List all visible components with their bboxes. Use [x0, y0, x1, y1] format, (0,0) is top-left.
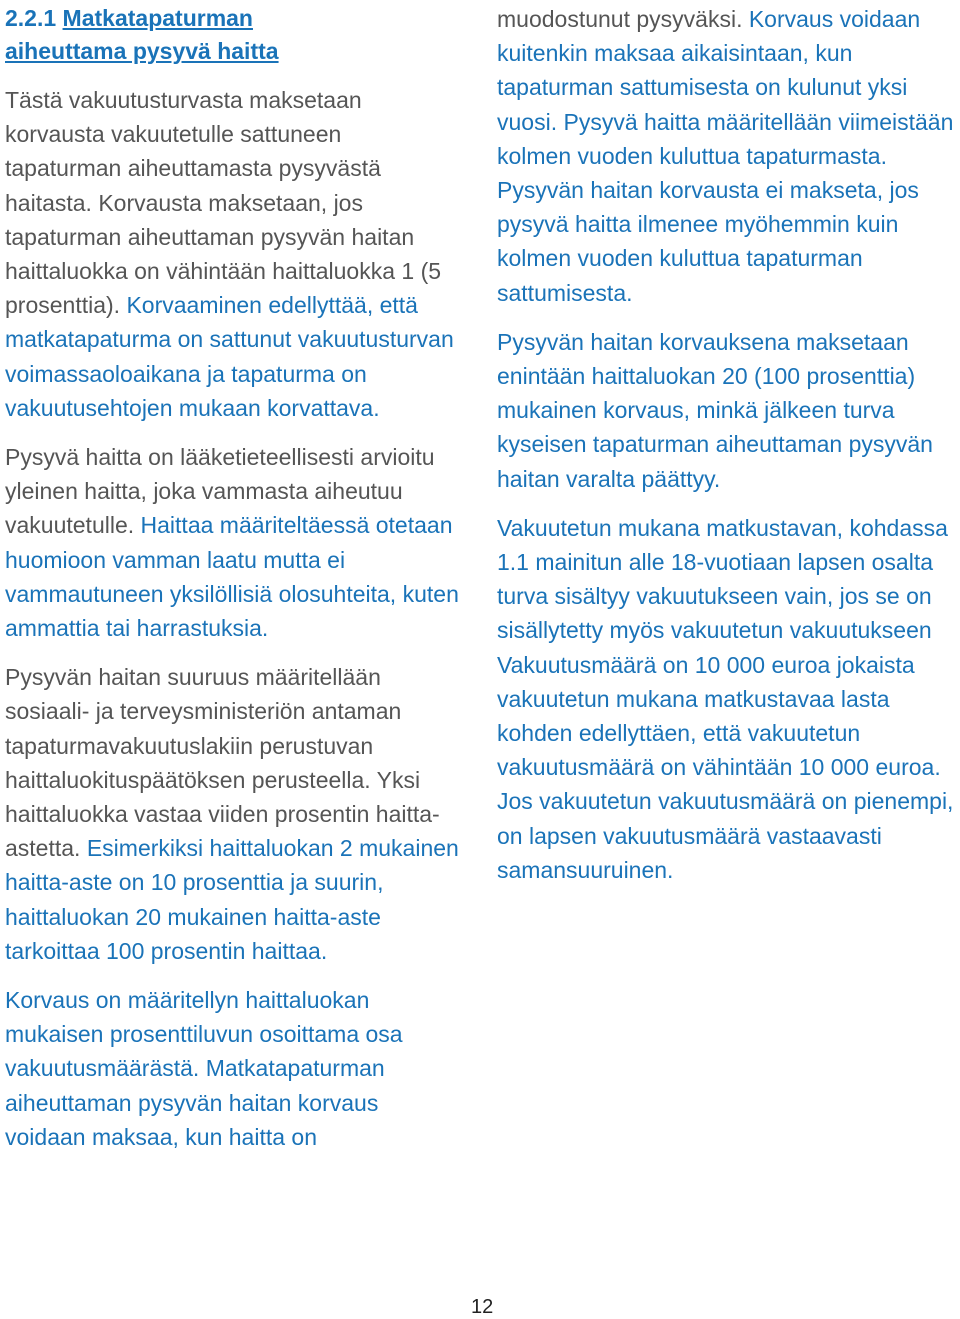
page-number: 12 [471, 1296, 494, 1318]
paragraph-2 [5, 440, 461, 645]
section-title-line-2: aiheuttama pysyvä haitta [5, 38, 279, 64]
heading-line-1 [5, 2, 461, 35]
paragraph-6: Pysyvän haitan korvauksena maksetaan enintään haittaluokan 20 (100 prosenttia) mukainen korvaus, minkä jälkeen turva kyseisen tapaturman aiheuttaman pysyvän haitan varalta päättyy. [497, 328, 933, 492]
paragraph-3-text-blue: Esimerkiksi haittaluokan 2 mukainen haitta-aste on 10 prosenttia ja suurin, haittaluokan 20 mukainen haitta-aste tarkoittaa 100 prosentin haittaa. [5, 835, 459, 964]
paragraph-5-text-blue: Korvaus voidaan kuitenkin maksaa aikaisintaan, kun tapaturman sattumisesta on kulunut yksi vuosi. Pysyvä haitta määritellään viimeistään kolmen vuoden kuluttua tapaturmasta. Pysyvän haitan korvausta ei makseta, jos pysyvä haitta ilmenee myöhemmin kuin kolmen vuoden kuluttua tapaturman sattumisesta. [497, 6, 954, 306]
paragraph-5-text-grey: muodostunut pysyväksi. [497, 6, 743, 32]
section-number: 2.2.1 [5, 5, 57, 31]
paragraph-1-text-blue: Korvaaminen edellyttää, että matkatapaturma on sattunut vakuutusturvan voimassaoloaikana ja tapaturma on vakuutusehtojen mukaan korvattava. [5, 292, 454, 421]
paragraph-1-text-grey: Tästä vakuutusturvasta maksetaan korvausta vakuutetulle sattuneen tapaturman aiheuttamasta pysyvästä haitasta. Korvausta maksetaan, jos tapaturman aiheuttaman pysyvän haitan haittaluokka on vähintään haittaluokka 1 (5 prosenttia). [5, 87, 442, 319]
paragraph-2-text-blue: Haittaa määriteltäessä otetaan huomioon vamman laatu mutta ei vammautuneen yksilöllisiä olosuhteita, kuten ammattia tai harrastuksia. [5, 512, 459, 642]
paragraph-5 [497, 2, 957, 310]
left-column [5, 2, 461, 1169]
paragraph-7: Vakuutetun mukana matkustavan, kohdassa 1.1 mainitun alle 18-vuotiaan lapsen osalta turva sisältyy vakuutukseen vain, jos se on sisällytetty myös vakuutetun vakuutukseen Vakuutusmäärä on 10 000 euroa jokaista vakuutetun mukana matkustavaa lasta kohden edellyttäen, että vakuutetun vakuutusmäärä on vähintään 10 000 euroa. Jos vakuutetun vakuutusmäärä on pienempi, on lapsen vakuutusmäärä vastaavasti samansuuruinen. [497, 514, 954, 883]
paragraph-1 [5, 83, 461, 425]
paragraph-4: Korvaus on määritellyn haittaluokan mukaisen prosenttiluvun osoittama osa vakuutusmäärästä. Matkatapaturman aiheuttaman pysyvän haitan korvaus voidaan maksaa, kun haitta on [5, 987, 403, 1150]
section-heading [5, 2, 461, 68]
paragraph-3-text-grey: Pysyvän haitan suuruus määritellään sosiaali- ja terveysministeriön antaman tapaturmavakuutuslakiin perustuvan haittaluokituspäätöksen perusteella. Yksi haittaluokka vastaa viiden prosentin haitta-astetta. [5, 664, 440, 862]
right-column [497, 2, 957, 902]
paragraph-2-text-grey: Pysyvä haitta on lääketieteellisesti arvioitu yleinen haitta, joka vammasta aiheutuu vakuutetulle. [5, 444, 435, 539]
paragraph-3 [5, 660, 461, 968]
section-title-line-1: Matkatapaturman [62, 5, 253, 31]
